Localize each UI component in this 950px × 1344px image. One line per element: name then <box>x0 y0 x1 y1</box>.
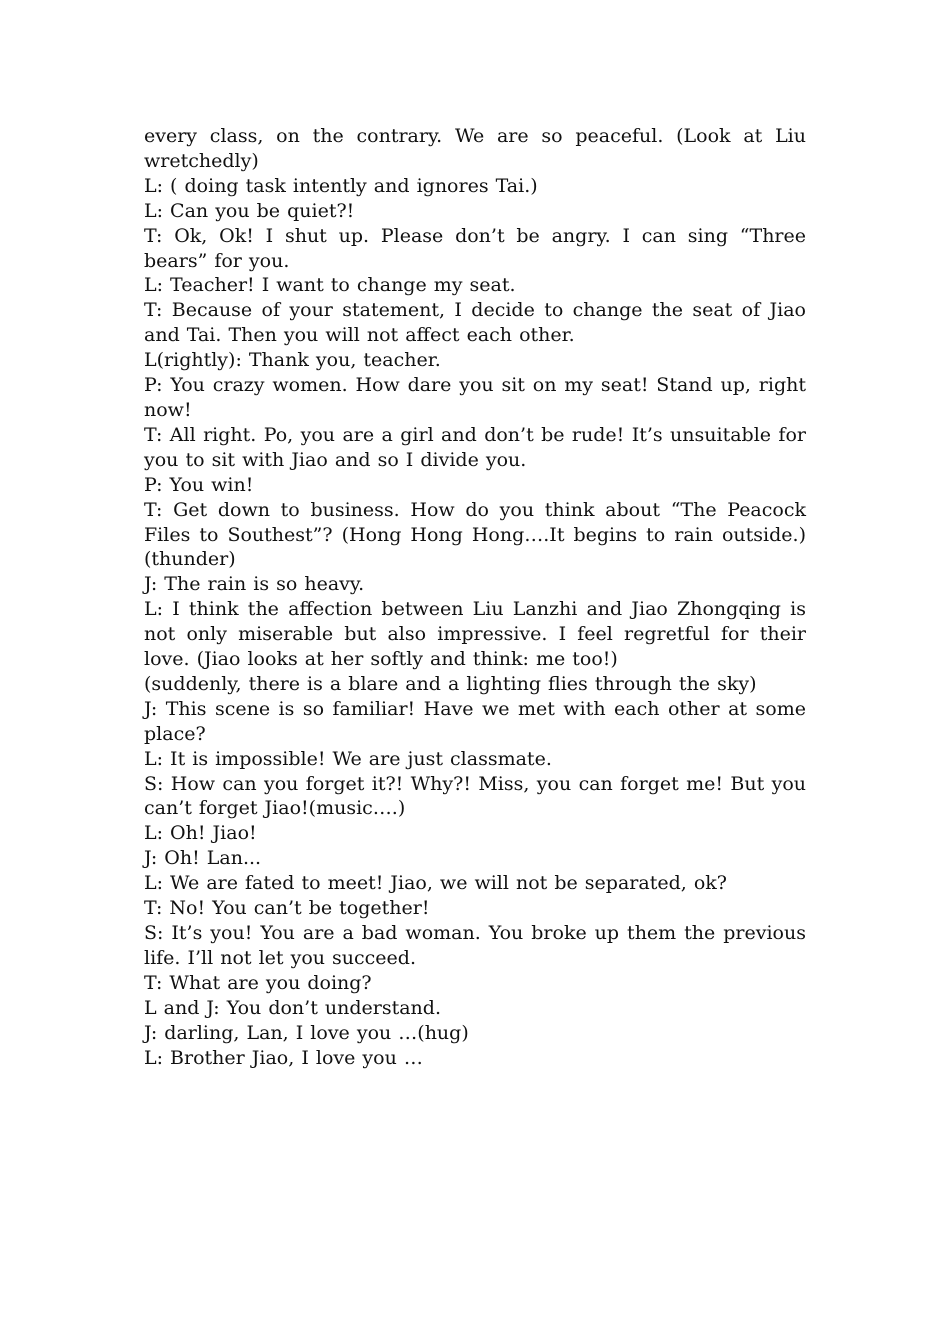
paragraph: T: All right. Po, you are a girl and don’t be rude! It’s unsuitable for you to sit with Jiao and so I divide you. <box>144 423 806 471</box>
paragraph: (suddenly, there is a blare and a lighting flies through the sky) <box>144 672 757 695</box>
paragraph: L: We are fated to meet! Jiao, we will not be separated, ok? <box>144 872 727 895</box>
paragraph: L: ( doing task intently and ignores Tai.) <box>144 174 538 197</box>
paragraph: J: The rain is so heavy. <box>144 573 365 596</box>
paragraph: L: I think the affection between Liu Lanzhi and Jiao Zhongqing is not only miserable but also impressive. I feel regretful for their love. (Jiao looks at her softly and think: me too!) <box>144 598 806 671</box>
paragraph: L: It is impossible! We are just classmate. <box>144 747 552 770</box>
paragraph: T: Because of your statement, I decide to change the seat of Jiao and Tai. Then you will not affect each other. <box>144 299 806 347</box>
paragraph: L and J: You don’t understand. <box>144 996 441 1019</box>
paragraph: J: This scene is so familiar! Have we met with each other at some place? <box>144 697 806 745</box>
paragraph: T: Ok, Ok! I shut up. Please don’t be angry. I can sing “Three bears” for you. <box>144 224 806 272</box>
paragraph: L(rightly): Thank you, teacher. <box>144 349 441 372</box>
paragraph: T: No! You can’t be together! <box>144 897 430 920</box>
paragraph: S: It’s you! You are a bad woman. You broke up them the previous life. I’ll not let you succeed. <box>144 922 806 969</box>
paragraph: L: Can you be quiet?! <box>144 199 355 222</box>
paragraph: T: What are you doing? <box>144 971 372 994</box>
paragraph: P: You win! <box>144 473 254 496</box>
paragraph: J: Oh! Lan... <box>144 847 262 870</box>
paragraph: T: Get down to business. How do you think about “The Peacock Files to Southest”? (Hong Hong Hong….It begins to rain outside.)(thunder) <box>144 498 806 571</box>
paragraph: L: Oh! Jiao! <box>144 822 257 845</box>
paragraph: S: How can you forget it?! Why?! Miss, you can forget me! But you can’t forget Jiao!(music….) <box>144 772 806 820</box>
paragraph: J: darling, Lan, I love you …(hug) <box>144 1021 469 1044</box>
paragraph: P: You crazy women. How dare you sit on my seat! Stand up, right now! <box>144 374 806 421</box>
paragraph: L: Teacher! I want to change my seat. <box>144 274 516 297</box>
paragraph: every class, on the contrary. We are so peaceful. (Look at Liu wretchedly) <box>144 125 806 172</box>
paragraph: L: Brother Jiao, I love you … <box>144 1046 423 1069</box>
script-text <box>144 124 806 1070</box>
